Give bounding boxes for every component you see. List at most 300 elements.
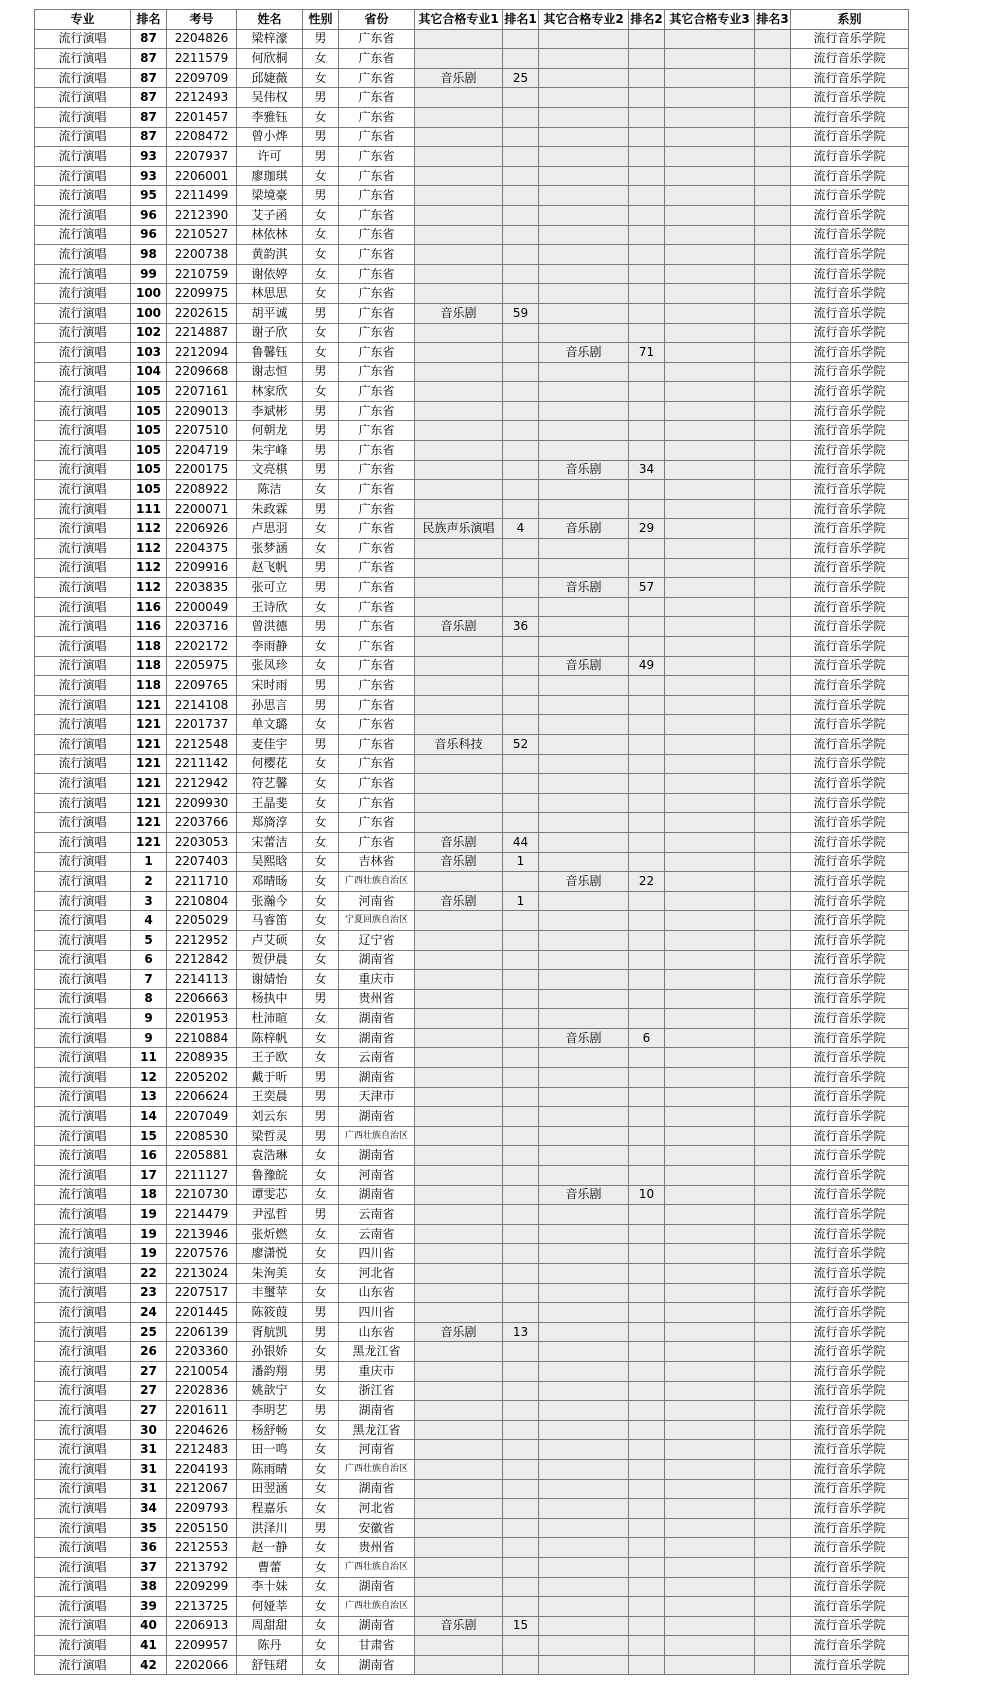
cell-other-major-3 <box>665 127 755 147</box>
table-row <box>35 1224 909 1244</box>
cell-gender: 女 <box>303 49 339 69</box>
cell-rank-3 <box>755 1499 791 1519</box>
cell-province: 广东省 <box>339 68 415 88</box>
cell-other-major-1 <box>415 205 503 225</box>
cell-other-major-2 <box>539 107 629 127</box>
cell-gender: 女 <box>303 637 339 657</box>
cell-gender: 女 <box>303 1244 339 1264</box>
cell-name: 许可 <box>237 147 303 167</box>
cell-other-major-1 <box>415 1009 503 1029</box>
cell-other-major-3 <box>665 1636 755 1656</box>
cell-other-major-1 <box>415 1440 503 1460</box>
cell-other-major-1 <box>415 1420 503 1440</box>
cell-exam-number: 2210054 <box>167 1361 237 1381</box>
table-row <box>35 1401 909 1421</box>
cell-rank-1 <box>503 1342 539 1362</box>
cell-rank-3 <box>755 1616 791 1636</box>
cell-gender: 男 <box>303 734 339 754</box>
cell-name: 林家欣 <box>237 382 303 402</box>
cell-other-major-2 <box>539 1009 629 1029</box>
cell-exam-number: 2204626 <box>167 1420 237 1440</box>
cell-other-major-2 <box>539 1146 629 1166</box>
cell-province: 宁夏回族自治区 <box>339 911 415 931</box>
cell-other-major-3 <box>665 49 755 69</box>
cell-rank-1 <box>503 1518 539 1538</box>
cell-other-major-1 <box>415 421 503 441</box>
cell-name: 杨舒畅 <box>237 1420 303 1440</box>
cell-province: 浙江省 <box>339 1381 415 1401</box>
cell-exam-number: 2209668 <box>167 362 237 382</box>
cell-other-major-1: 音乐剧 <box>415 852 503 872</box>
cell-other-major-3 <box>665 205 755 225</box>
cell-other-major-1: 音乐剧 <box>415 832 503 852</box>
cell-other-major-3 <box>665 715 755 735</box>
cell-rank-2 <box>629 1009 665 1029</box>
cell-other-major-2 <box>539 382 629 402</box>
cell-other-major-1 <box>415 1146 503 1166</box>
cell-other-major-3 <box>665 284 755 304</box>
cell-major: 流行演唱 <box>35 617 131 637</box>
cell-rank-2 <box>629 852 665 872</box>
cell-rank-1 <box>503 1401 539 1421</box>
cell-rank-3 <box>755 480 791 500</box>
cell-rank-1 <box>503 1440 539 1460</box>
cell-rank-3 <box>755 460 791 480</box>
cell-other-major-1 <box>415 1107 503 1127</box>
cell-exam-number: 2205202 <box>167 1068 237 1088</box>
cell-rank-2 <box>629 1205 665 1225</box>
cell-rank-2 <box>629 774 665 794</box>
table-row <box>35 245 909 265</box>
cell-other-major-2 <box>539 421 629 441</box>
cell-name: 谢婧怡 <box>237 970 303 990</box>
cell-other-major-3 <box>665 1597 755 1617</box>
cell-rank-2 <box>629 1381 665 1401</box>
cell-rank-1: 15 <box>503 1616 539 1636</box>
cell-other-major-1 <box>415 1048 503 1068</box>
cell-name: 谭雯芯 <box>237 1185 303 1205</box>
cell-department: 流行音乐学院 <box>791 1381 909 1401</box>
table-row <box>35 401 909 421</box>
cell-other-major-2 <box>539 989 629 1009</box>
cell-other-major-1 <box>415 401 503 421</box>
cell-exam-number: 2207403 <box>167 852 237 872</box>
cell-name: 何娅莘 <box>237 1597 303 1617</box>
cell-gender: 男 <box>303 460 339 480</box>
cell-exam-number: 2212094 <box>167 343 237 363</box>
cell-rank-1 <box>503 637 539 657</box>
cell-other-major-1 <box>415 460 503 480</box>
cell-other-major-3 <box>665 950 755 970</box>
cell-department: 流行音乐学院 <box>791 970 909 990</box>
cell-rank-2 <box>629 1264 665 1284</box>
cell-other-major-2 <box>539 637 629 657</box>
cell-exam-number: 2212842 <box>167 950 237 970</box>
cell-rank-2 <box>629 1597 665 1617</box>
cell-major: 流行演唱 <box>35 284 131 304</box>
cell-gender: 女 <box>303 656 339 676</box>
cell-exam-number: 2206663 <box>167 989 237 1009</box>
cell-other-major-1 <box>415 1538 503 1558</box>
cell-province: 广东省 <box>339 676 415 696</box>
cell-other-major-3 <box>665 911 755 931</box>
cell-rank-1: 59 <box>503 303 539 323</box>
cell-rank-2 <box>629 1401 665 1421</box>
cell-gender: 女 <box>303 891 339 911</box>
cell-name: 李雅钰 <box>237 107 303 127</box>
cell-gender: 女 <box>303 852 339 872</box>
cell-department: 流行音乐学院 <box>791 1303 909 1323</box>
cell-other-major-1 <box>415 597 503 617</box>
cell-other-major-3 <box>665 1479 755 1499</box>
cell-major: 流行演唱 <box>35 774 131 794</box>
cell-rank: 87 <box>131 88 167 108</box>
cell-gender: 男 <box>303 147 339 167</box>
cell-gender: 女 <box>303 1597 339 1617</box>
cell-exam-number: 2207049 <box>167 1107 237 1127</box>
cell-name: 洪泽川 <box>237 1518 303 1538</box>
cell-department: 流行音乐学院 <box>791 1616 909 1636</box>
cell-department: 流行音乐学院 <box>791 107 909 127</box>
cell-rank: 105 <box>131 480 167 500</box>
cell-rank-2 <box>629 68 665 88</box>
cell-rank-3 <box>755 303 791 323</box>
table-row <box>35 1322 909 1342</box>
cell-other-major-2 <box>539 1126 629 1146</box>
cell-major: 流行演唱 <box>35 1303 131 1323</box>
cell-name: 何欣桐 <box>237 49 303 69</box>
cell-rank-3 <box>755 617 791 637</box>
cell-major: 流行演唱 <box>35 597 131 617</box>
cell-rank-2 <box>629 1440 665 1460</box>
cell-exam-number: 2212483 <box>167 1440 237 1460</box>
cell-other-major-1 <box>415 1342 503 1362</box>
cell-department: 流行音乐学院 <box>791 891 909 911</box>
cell-other-major-3 <box>665 68 755 88</box>
cell-rank-1 <box>503 343 539 363</box>
cell-major: 流行演唱 <box>35 1361 131 1381</box>
cell-rank-3 <box>755 970 791 990</box>
cell-gender: 女 <box>303 107 339 127</box>
cell-department: 流行音乐学院 <box>791 930 909 950</box>
cell-rank-2 <box>629 1068 665 1088</box>
cell-rank: 87 <box>131 29 167 49</box>
cell-exam-number: 2204193 <box>167 1459 237 1479</box>
cell-other-major-3 <box>665 441 755 461</box>
cell-department: 流行音乐学院 <box>791 1440 909 1460</box>
cell-province: 重庆市 <box>339 1361 415 1381</box>
cell-rank-3 <box>755 1557 791 1577</box>
cell-other-major-2 <box>539 68 629 88</box>
cell-rank-3 <box>755 1087 791 1107</box>
table-row <box>35 343 909 363</box>
cell-other-major-1: 民族声乐演唱 <box>415 519 503 539</box>
cell-other-major-2: 音乐剧 <box>539 460 629 480</box>
cell-name: 何樱花 <box>237 754 303 774</box>
cell-department: 流行音乐学院 <box>791 1322 909 1342</box>
cell-name: 田一鸣 <box>237 1440 303 1460</box>
cell-major: 流行演唱 <box>35 362 131 382</box>
cell-gender: 女 <box>303 793 339 813</box>
cell-rank-1 <box>503 186 539 206</box>
cell-exam-number: 2203360 <box>167 1342 237 1362</box>
table-row <box>35 421 909 441</box>
cell-rank: 19 <box>131 1205 167 1225</box>
cell-name: 黄韵淇 <box>237 245 303 265</box>
cell-other-major-3 <box>665 813 755 833</box>
cell-department: 流行音乐学院 <box>791 1146 909 1166</box>
header-row <box>35 10 909 30</box>
cell-rank-3 <box>755 441 791 461</box>
cell-name: 赵飞帆 <box>237 558 303 578</box>
cell-exam-number: 2209975 <box>167 284 237 304</box>
cell-rank-3 <box>755 578 791 598</box>
cell-other-major-2 <box>539 1322 629 1342</box>
cell-other-major-1 <box>415 1636 503 1656</box>
cell-gender: 男 <box>303 1087 339 1107</box>
cell-rank-1 <box>503 1205 539 1225</box>
cell-rank-1 <box>503 1577 539 1597</box>
cell-province: 河南省 <box>339 1440 415 1460</box>
table-row <box>35 793 909 813</box>
cell-major: 流行演唱 <box>35 734 131 754</box>
cell-other-major-3 <box>665 1616 755 1636</box>
cell-rank-3 <box>755 1205 791 1225</box>
cell-major: 流行演唱 <box>35 1459 131 1479</box>
cell-other-major-2 <box>539 930 629 950</box>
cell-department: 流行音乐学院 <box>791 362 909 382</box>
cell-rank-1 <box>503 989 539 1009</box>
cell-other-major-3 <box>665 1459 755 1479</box>
cell-department: 流行音乐学院 <box>791 1479 909 1499</box>
cell-major: 流行演唱 <box>35 1146 131 1166</box>
cell-major: 流行演唱 <box>35 1283 131 1303</box>
table-row <box>35 519 909 539</box>
cell-department: 流行音乐学院 <box>791 264 909 284</box>
cell-rank-2 <box>629 1538 665 1558</box>
table-body <box>35 29 909 1675</box>
cell-rank-2: 71 <box>629 343 665 363</box>
cell-rank-1 <box>503 499 539 519</box>
cell-department: 流行音乐学院 <box>791 911 909 931</box>
table-row <box>35 1479 909 1499</box>
cell-other-major-1 <box>415 1283 503 1303</box>
cell-other-major-3 <box>665 852 755 872</box>
cell-other-major-2 <box>539 1616 629 1636</box>
cell-rank-3 <box>755 1459 791 1479</box>
cell-other-major-3 <box>665 734 755 754</box>
cell-rank-1 <box>503 872 539 892</box>
cell-other-major-3 <box>665 1185 755 1205</box>
cell-rank-1 <box>503 970 539 990</box>
cell-rank-2: 34 <box>629 460 665 480</box>
cell-rank-2 <box>629 186 665 206</box>
header-rank-1: 排名1 <box>503 10 539 30</box>
cell-rank-2 <box>629 1224 665 1244</box>
cell-other-major-1 <box>415 499 503 519</box>
cell-rank-3 <box>755 1009 791 1029</box>
cell-rank-1 <box>503 1420 539 1440</box>
cell-exam-number: 2214887 <box>167 323 237 343</box>
cell-other-major-2 <box>539 754 629 774</box>
cell-rank: 87 <box>131 68 167 88</box>
cell-major: 流行演唱 <box>35 930 131 950</box>
cell-other-major-3 <box>665 480 755 500</box>
cell-department: 流行音乐学院 <box>791 989 909 1009</box>
cell-major: 流行演唱 <box>35 872 131 892</box>
cell-major: 流行演唱 <box>35 127 131 147</box>
cell-rank-1 <box>503 362 539 382</box>
cell-major: 流行演唱 <box>35 49 131 69</box>
table-row <box>35 323 909 343</box>
cell-rank-3 <box>755 421 791 441</box>
cell-other-major-2 <box>539 441 629 461</box>
table-row <box>35 186 909 206</box>
table-row <box>35 852 909 872</box>
cell-other-major-2 <box>539 362 629 382</box>
cell-rank-2 <box>629 970 665 990</box>
cell-exam-number: 2211499 <box>167 186 237 206</box>
cell-name: 符艺馨 <box>237 774 303 794</box>
table-row <box>35 539 909 559</box>
cell-rank: 42 <box>131 1655 167 1675</box>
cell-rank-3 <box>755 1107 791 1127</box>
table-row <box>35 1087 909 1107</box>
cell-department: 流行音乐学院 <box>791 1048 909 1068</box>
cell-name: 张炘燃 <box>237 1224 303 1244</box>
cell-major: 流行演唱 <box>35 1244 131 1264</box>
cell-rank: 19 <box>131 1224 167 1244</box>
cell-rank-2 <box>629 637 665 657</box>
cell-other-major-2 <box>539 715 629 735</box>
cell-rank-2 <box>629 754 665 774</box>
cell-name: 邱婕薇 <box>237 68 303 88</box>
cell-rank: 23 <box>131 1283 167 1303</box>
cell-department: 流行音乐学院 <box>791 441 909 461</box>
cell-gender: 男 <box>303 989 339 1009</box>
cell-other-major-3 <box>665 1264 755 1284</box>
cell-other-major-3 <box>665 303 755 323</box>
cell-name: 鲁馨钰 <box>237 343 303 363</box>
cell-department: 流行音乐学院 <box>791 323 909 343</box>
cell-rank-1 <box>503 421 539 441</box>
cell-other-major-3 <box>665 225 755 245</box>
cell-name: 林依林 <box>237 225 303 245</box>
cell-province: 广东省 <box>339 362 415 382</box>
cell-rank-1 <box>503 950 539 970</box>
cell-other-major-3 <box>665 362 755 382</box>
cell-rank-1 <box>503 1009 539 1029</box>
cell-major: 流行演唱 <box>35 303 131 323</box>
cell-other-major-1 <box>415 1479 503 1499</box>
cell-rank: 39 <box>131 1597 167 1617</box>
cell-gender: 男 <box>303 362 339 382</box>
cell-department: 流行音乐学院 <box>791 1009 909 1029</box>
cell-other-major-1 <box>415 480 503 500</box>
cell-name: 尹泓哲 <box>237 1205 303 1225</box>
cell-exam-number: 2203835 <box>167 578 237 598</box>
cell-exam-number: 2206624 <box>167 1087 237 1107</box>
table-row <box>35 225 909 245</box>
cell-rank-2 <box>629 891 665 911</box>
cell-gender: 女 <box>303 1381 339 1401</box>
cell-rank: 112 <box>131 558 167 578</box>
cell-other-major-3 <box>665 578 755 598</box>
cell-name: 谢子欣 <box>237 323 303 343</box>
cell-gender: 女 <box>303 950 339 970</box>
cell-rank: 111 <box>131 499 167 519</box>
cell-exam-number: 2213946 <box>167 1224 237 1244</box>
header-other-major-2: 其它合格专业2 <box>539 10 629 30</box>
cell-other-major-2 <box>539 539 629 559</box>
cell-province: 湖南省 <box>339 1028 415 1048</box>
cell-rank: 121 <box>131 813 167 833</box>
cell-rank: 9 <box>131 1009 167 1029</box>
cell-major: 流行演唱 <box>35 1224 131 1244</box>
cell-rank: 118 <box>131 637 167 657</box>
cell-major: 流行演唱 <box>35 323 131 343</box>
cell-rank-2 <box>629 1499 665 1519</box>
cell-rank-2 <box>629 29 665 49</box>
cell-department: 流行音乐学院 <box>791 88 909 108</box>
cell-rank-2 <box>629 205 665 225</box>
cell-province: 广东省 <box>339 774 415 794</box>
header-gender: 性别 <box>303 10 339 30</box>
cell-other-major-2 <box>539 970 629 990</box>
cell-major: 流行演唱 <box>35 656 131 676</box>
cell-rank: 31 <box>131 1440 167 1460</box>
cell-rank-1 <box>503 245 539 265</box>
cell-province: 湖南省 <box>339 1185 415 1205</box>
cell-department: 流行音乐学院 <box>791 1166 909 1186</box>
cell-other-major-1 <box>415 656 503 676</box>
cell-gender: 女 <box>303 519 339 539</box>
cell-name: 张梦涵 <box>237 539 303 559</box>
cell-rank-3 <box>755 656 791 676</box>
cell-gender: 女 <box>303 1028 339 1048</box>
cell-province: 四川省 <box>339 1244 415 1264</box>
table-row <box>35 29 909 49</box>
cell-other-major-1 <box>415 1655 503 1675</box>
cell-gender: 男 <box>303 421 339 441</box>
cell-other-major-2 <box>539 558 629 578</box>
cell-rank: 102 <box>131 323 167 343</box>
cell-name: 潘韵翔 <box>237 1361 303 1381</box>
cell-department: 流行音乐学院 <box>791 1538 909 1558</box>
cell-other-major-2 <box>539 1048 629 1068</box>
cell-exam-number: 2203053 <box>167 832 237 852</box>
cell-province: 广东省 <box>339 695 415 715</box>
cell-name: 王奕晨 <box>237 1087 303 1107</box>
cell-name: 麦佳宇 <box>237 734 303 754</box>
cell-province: 湖南省 <box>339 1616 415 1636</box>
cell-name: 何朝龙 <box>237 421 303 441</box>
cell-rank: 105 <box>131 421 167 441</box>
cell-rank: 27 <box>131 1361 167 1381</box>
cell-rank-3 <box>755 1068 791 1088</box>
cell-rank-2 <box>629 1342 665 1362</box>
cell-other-major-2 <box>539 401 629 421</box>
table-row <box>35 1616 909 1636</box>
cell-rank-1 <box>503 715 539 735</box>
cell-other-major-3 <box>665 1107 755 1127</box>
cell-other-major-3 <box>665 1068 755 1088</box>
cell-other-major-2 <box>539 166 629 186</box>
table-row <box>35 695 909 715</box>
cell-department: 流行音乐学院 <box>791 303 909 323</box>
cell-rank-3 <box>755 1048 791 1068</box>
cell-province: 广西壮族自治区 <box>339 872 415 892</box>
